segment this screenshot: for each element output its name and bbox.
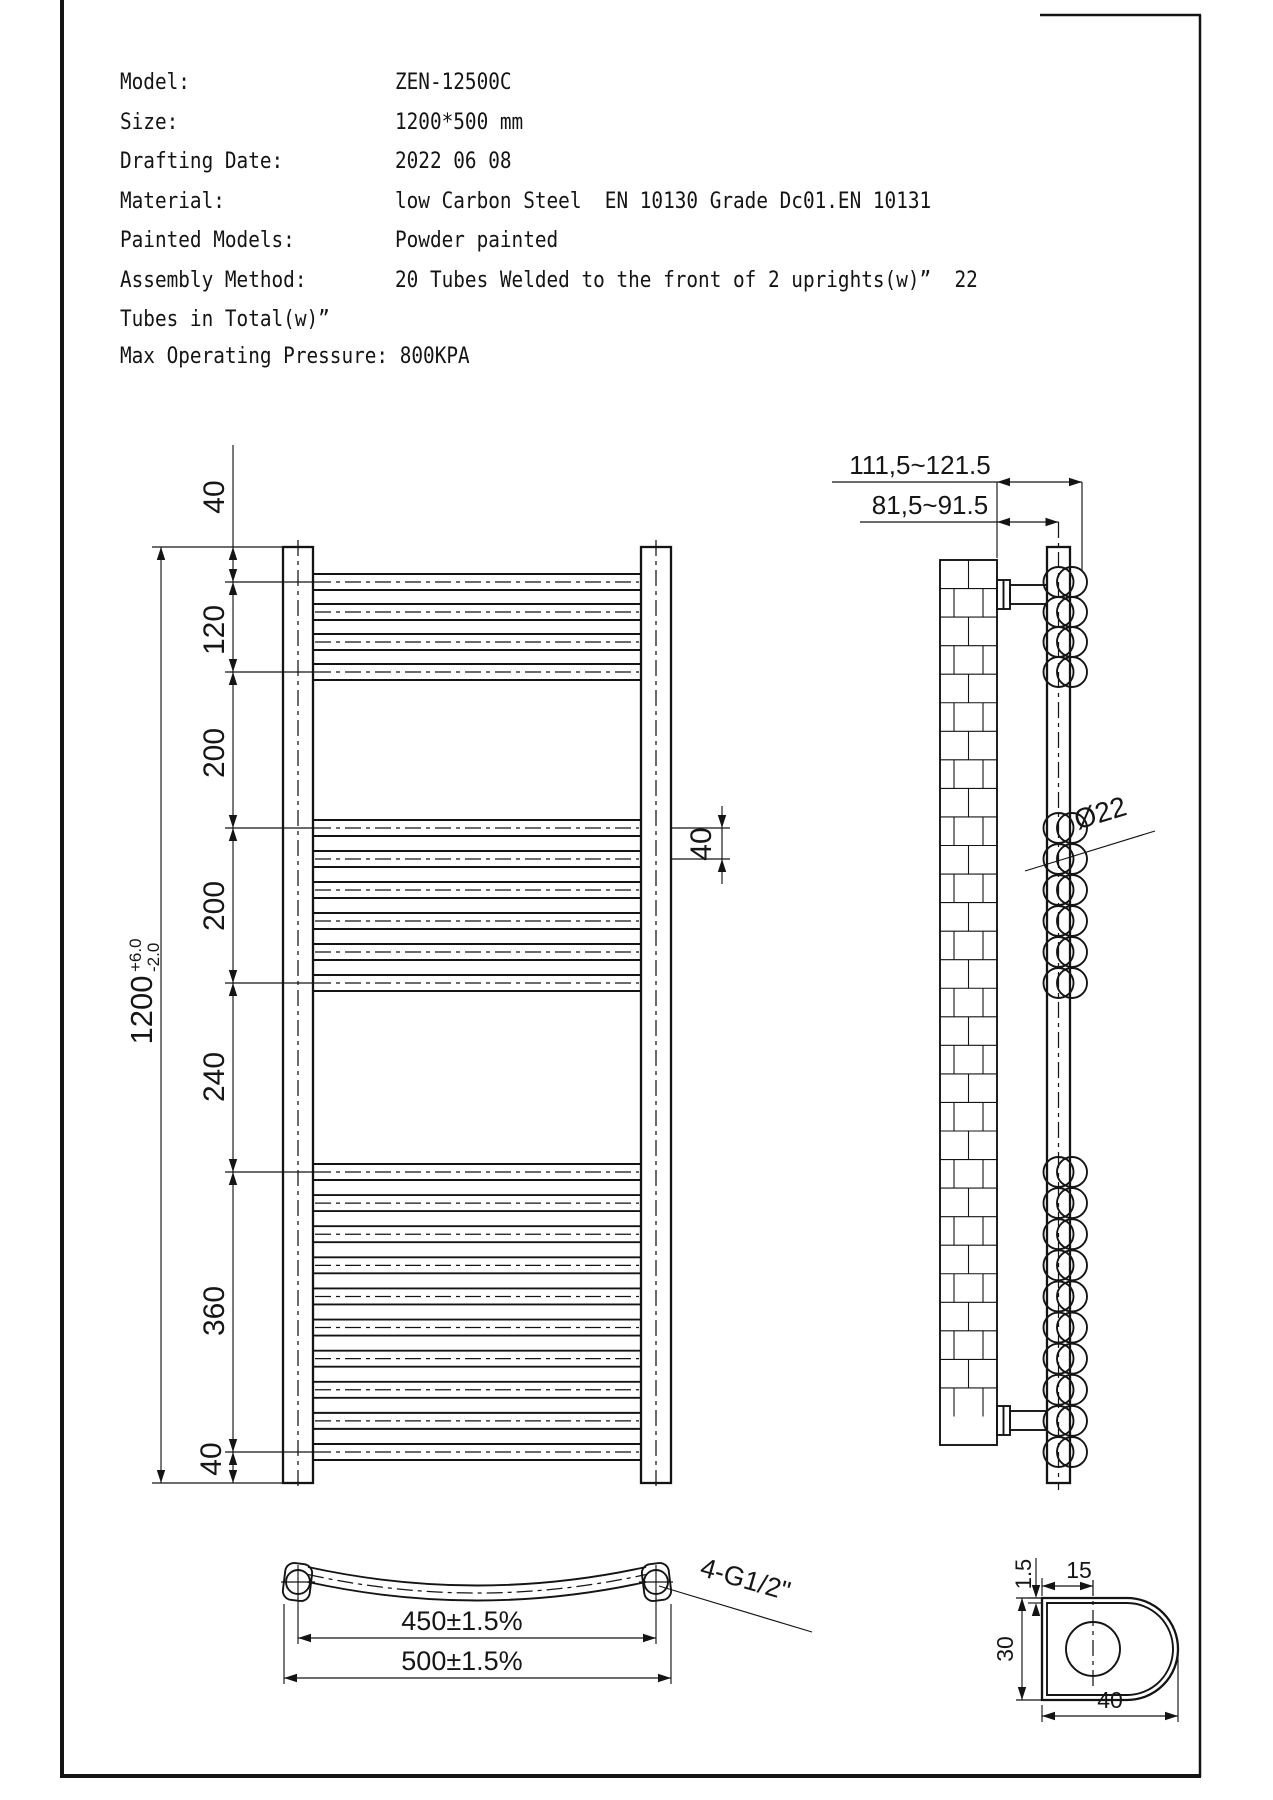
dim-overall-group <box>124 938 163 1044</box>
dim-gap1: 200 <box>198 727 231 779</box>
tube-cross-sections <box>1044 567 1088 1467</box>
dim-overall-width: 500±1.5% <box>401 1646 523 1676</box>
tube-curve-outer <box>308 1567 646 1586</box>
brick-hatch <box>940 560 997 1417</box>
dim-hole-centers: 450±1.5% <box>401 1606 523 1636</box>
wall-bracket-bottom <box>997 1406 1047 1435</box>
dim-hole-offset: 15 <box>1066 1557 1092 1583</box>
dim-wall-thickness: 1.5 <box>1011 1558 1036 1590</box>
dim-group3: 360 <box>198 1285 231 1337</box>
front-extension-lines <box>152 547 730 1483</box>
spec-label: Max Operating Pressure: 800KPA <box>120 344 470 369</box>
spec-value: 1200*500 mm <box>395 109 524 135</box>
dim-group2: 200 <box>198 880 231 932</box>
dim-wall-to-front: 111,5~121.5 <box>849 450 991 480</box>
spec-label: Tubes in Total(w)” <box>120 307 330 332</box>
wall-bracket-top <box>997 580 1047 609</box>
spec-value: low Carbon Steel EN 10130 Grade Dc01.EN 10131 <box>395 188 932 214</box>
spec-label: Assembly Method: <box>120 267 307 293</box>
spec-value: 20 Tubes Welded to the front of 2 uprights(w)” 22 <box>395 267 978 293</box>
spec-label: Model: <box>120 70 190 95</box>
dim-bottom-offset: 40 <box>195 1442 228 1476</box>
dim-tube-diameter: Ø22 <box>1070 790 1131 836</box>
dim-overall-tol-plus: +6.0 <box>126 938 145 972</box>
profile-outer <box>1042 1598 1178 1700</box>
spec-value: ZEN-12500C <box>395 70 512 95</box>
dim-overall: 1200 <box>124 975 159 1045</box>
spec-value: 2022 06 08 <box>395 149 512 174</box>
dim-gap2: 240 <box>198 1051 231 1103</box>
bottom-dimensions <box>284 1586 812 1684</box>
dim-top-offset: 40 <box>198 480 231 514</box>
dim-width: 40 <box>1097 1687 1123 1713</box>
side-view <box>832 450 1155 1490</box>
front-tubes <box>313 574 641 1460</box>
bottom-view <box>281 1552 812 1684</box>
spec-label: Drafting Date: <box>120 149 284 174</box>
spec-label: Material: <box>120 188 225 214</box>
detail-view <box>992 1557 1178 1722</box>
spec-value: Powder painted <box>395 228 559 253</box>
dim-overall-tol-minus: -2.0 <box>144 942 163 972</box>
dim-group1: 120 <box>198 604 231 656</box>
dim-depth: 30 <box>992 1636 1018 1662</box>
dimension-arrows <box>157 478 1178 1720</box>
dim-wall-to-center: 81,5~91.5 <box>871 490 989 520</box>
front-view <box>124 445 1178 1720</box>
spec-label: Painted Models: <box>120 228 295 253</box>
dim-tube-pitch: 40 <box>685 827 718 861</box>
dim-connections: 4-G1/2" <box>697 1552 794 1607</box>
spec-label: Size: <box>120 109 179 135</box>
